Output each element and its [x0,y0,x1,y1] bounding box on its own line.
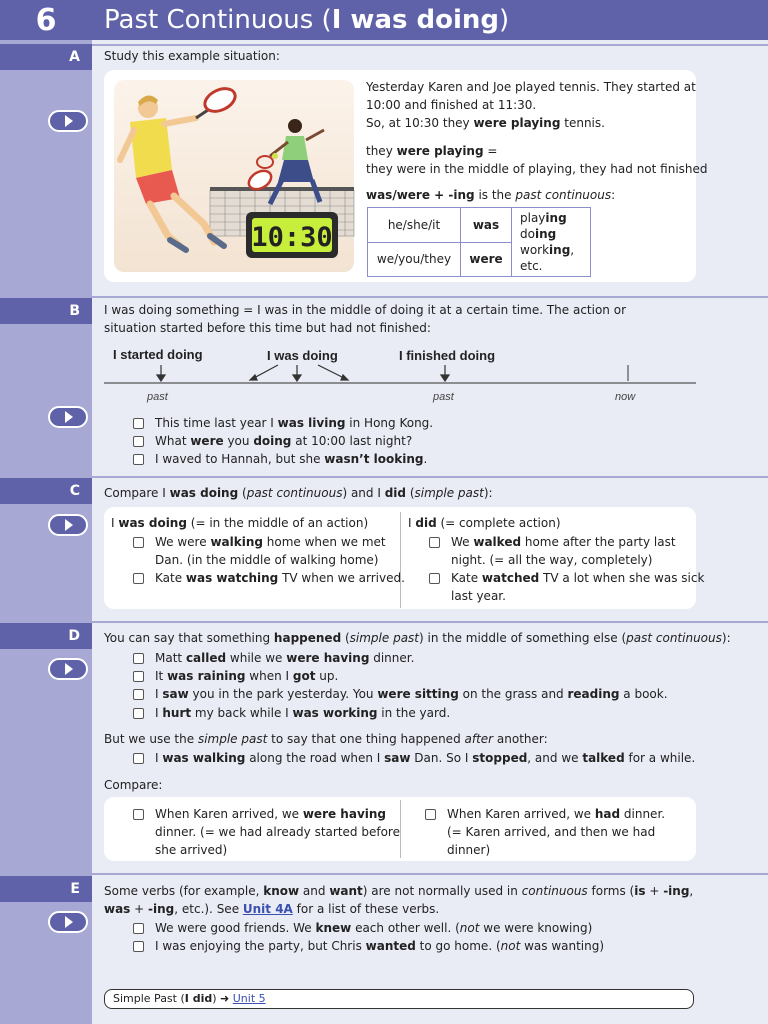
unit-4a-link[interactable]: Unit 4A [242,902,293,916]
e-example-1 [133,919,592,937]
text: We were [155,535,211,549]
b-example-1 [133,414,433,432]
text-bold: saw [384,751,411,765]
text-bold: called [185,651,227,665]
text: while we [226,651,287,665]
c-left-example-1-cont: Dan. (in the middle of walking home) [155,553,379,567]
text: = [483,144,498,158]
text: ( [238,486,247,500]
text: , [689,884,694,898]
d-compare-label: Compare: [104,778,163,792]
text-bold: had [594,807,621,821]
text: ): [721,631,731,645]
text: play [520,211,546,225]
play-icon [65,916,73,928]
c-left-example-1 [133,533,386,551]
text: It [155,669,168,683]
e-line-2 [104,900,439,918]
text: ) [212,992,221,1005]
c-right-example-1-cont: night. (= all the way, completely) [451,553,653,567]
text: ( [406,486,415,500]
section-b-audio-button[interactable] [48,406,88,428]
text: , etc.). See [174,902,243,916]
text-bold: was [104,902,131,916]
text: you in the park yesterday. You [188,687,378,701]
text-bold: want [329,884,363,898]
text: . [423,452,428,466]
text: TV when we arrived. [278,571,405,585]
ing-forms-cell [512,208,591,277]
d-compare-left-cont-1: dinner. (= we had already started before [155,825,400,839]
text-bold: was doing [169,486,239,500]
text-italic: not [459,921,480,935]
verb-were: were [461,242,512,277]
text: to go home. ( [415,939,501,953]
clock-display-text: 10:30 [251,222,333,253]
d-compare-right [425,805,665,823]
text: in the yard. [377,706,451,720]
text: is the [474,188,516,202]
a-line-1: Yesterday Karen and Joe played tennis. They started at [366,80,696,94]
section-c-audio-button[interactable] [48,514,88,536]
d-example-5 [133,749,695,767]
timeline-diagram [100,343,700,405]
subject-we-you-they: we/you/they [368,242,461,277]
text-italic: past continuous [515,188,612,202]
d-compare-right-cont-2: dinner) [447,843,491,857]
text: dinner. [620,807,666,821]
c-left-heading [111,514,368,532]
b-line-2: situation started before this time but had not finished: [104,321,431,335]
text: each other well. ( [351,921,460,935]
section-a-divider [92,44,768,46]
text: You can say that something [104,631,274,645]
section-e-divider [92,873,768,875]
text-italic: past continuous [626,631,722,645]
a-line-2: 10:00 and finished at 11:30. [366,98,537,112]
play-icon [65,411,73,423]
text: ) in the middle of something else ( [419,631,627,645]
text-bold: was watching [185,571,279,585]
label-was-doing: I was doing [267,348,338,363]
text: ): [483,486,493,500]
label-finished-doing: I finished doing [399,348,496,363]
d-example-1 [133,649,414,667]
text: + [130,902,149,916]
text-italic: simple past [414,486,484,500]
text: (= complete action) [436,516,561,530]
text: we were knowing) [479,921,593,935]
text: I [111,516,119,530]
text: dinner. [369,651,415,665]
text: for a while. [624,751,696,765]
text: for a list of these verbs. [292,902,440,916]
text: on the grass and [458,687,568,701]
c-column-divider [400,512,401,608]
text: I [155,687,163,701]
text: Compare I [104,486,170,500]
b-line-1: I was doing something = I was in the middle of doing it at a certain time. The action or [104,303,627,317]
text: Matt [155,651,186,665]
section-a-intro: Study this example situation: [104,49,280,63]
text-bold: -ing [148,902,175,916]
text-bold: were [190,434,224,448]
text: I [155,751,163,765]
text: home when we met [262,535,386,549]
section-d-audio-button[interactable] [48,658,88,680]
text: Kate [155,571,186,585]
title-bold: I was doing [331,5,500,35]
text-bold: is [634,884,646,898]
text: work [520,243,550,257]
text: (= in the middle of an action) [186,516,369,530]
text-bold: did [415,516,437,530]
label-past-2: past [433,391,454,403]
text: This time last year I [155,416,278,430]
past-continuous-table [367,207,591,277]
text: ) are not normally used in [362,884,522,898]
d-compare-left [133,805,386,823]
text: We [451,535,474,549]
title-prefix: Past Continuous ( [104,5,332,35]
d-compare-right-cont-1: (= Karen arrived, and then we had [447,825,656,839]
unit-title [104,3,509,37]
text: TV a lot when she was sick [539,571,705,585]
play-icon [65,519,73,531]
text-italic: past continuous [246,486,343,500]
text-bold: talked [582,751,625,765]
a-line-6 [366,186,615,204]
text-bold: were playing [396,144,484,158]
d-column-divider [400,800,401,858]
a-line-3 [366,114,605,132]
text-bold: watched [481,571,540,585]
text-bold: got [292,669,316,683]
c-left-example-2 [133,569,405,587]
text-bold: wasn’t looking [324,452,424,466]
form-working [520,242,582,274]
form-playing [520,210,582,226]
text: another: [493,732,548,746]
text-bold: were having [302,807,387,821]
d-example-2 [133,667,338,685]
text: do [520,227,535,241]
text: in Hong Kong. [345,416,434,430]
form-doing [520,226,582,242]
b-example-2 [133,432,412,450]
text: , and we [527,751,583,765]
d-intro [104,629,731,647]
text-italic: continuous [521,884,588,898]
text: forms ( [587,884,635,898]
text-bold: was raining [167,669,246,683]
section-a-tab: A [0,44,92,70]
text: ( [341,631,350,645]
b-example-3 [133,450,427,468]
text-bold: was living [277,416,346,430]
d-compare-left-cont-2: she arrived) [155,843,228,857]
tennis-ball [272,153,278,159]
section-c-tab: C [0,478,92,504]
title-suffix: ) [499,5,510,35]
text: Dan. So I [410,751,473,765]
text-bold: know [263,884,300,898]
section-e-tab: E [0,876,92,902]
text-bold: knew [315,921,352,935]
c-right-example-2-cont: last year. [451,589,506,603]
verb-was: was [461,208,512,243]
text: ) and I [342,486,385,500]
c-intro [104,484,493,502]
subject-he-she-it: he/she/it [368,208,461,243]
text-bold: was working [292,706,378,720]
text: So, at 10:30 they [366,116,474,130]
text: Kate [451,571,482,585]
text: I [155,706,163,720]
unit-5-link[interactable]: Unit 5 [232,992,266,1005]
section-d-divider [92,621,768,623]
tennis-illustration [110,74,360,278]
text-italic: simple past [349,631,420,645]
text-bold: walking [210,535,263,549]
text: I waved to Hannah, but she [155,452,325,466]
text-bold: wanted [365,939,416,953]
play-icon [65,663,73,675]
text: But we use the [104,732,198,746]
text: What [155,434,191,448]
a-line-5: they were in the middle of playing, they had not finished [366,162,708,176]
text-bold: -ing [663,884,690,898]
unit-number: 6 [0,0,92,40]
text-italic: simple past [197,732,268,746]
a-line-4 [366,142,497,160]
text: , etc. [520,243,575,273]
text-bold: ing [549,243,571,257]
text-bold: walked [473,535,522,549]
text: When Karen arrived, we [447,807,595,821]
text: I [408,516,416,530]
section-e-audio-button[interactable] [48,911,88,933]
section-b-divider [92,296,768,298]
section-a-audio-button[interactable] [48,110,88,132]
text: a book. [619,687,668,701]
text: to say that one thing happened [267,732,465,746]
text: When Karen arrived, we [155,807,303,821]
label-now: now [615,391,636,403]
arrow-right-icon: ➜ [220,992,230,1005]
text-bold: did [384,486,406,500]
text-bold: ing [545,211,567,225]
text: : [611,188,616,202]
d-example-4 [133,704,450,722]
play-icon [65,115,73,127]
text: was wanting) [520,939,605,953]
label-started-doing: I started doing [113,347,203,362]
text: + [645,884,664,898]
text: We were good friends. We [155,921,316,935]
text-bold: hurt [162,706,192,720]
section-b-tab: B [0,298,92,324]
text: and [299,884,330,898]
e-line-1 [104,882,693,900]
text-italic: after [464,732,494,746]
text: when I [245,669,293,683]
text: I was enjoying the party, but Chris [155,939,366,953]
label-past-1: past [147,391,168,403]
text: Some verbs (for example, [104,884,264,898]
d-but-line [104,730,548,748]
text: my back while I [191,706,293,720]
text-bold: saw [162,687,189,701]
section-d-tab: D [0,623,92,649]
c-right-example-2 [429,569,704,587]
text: along the road when I [245,751,385,765]
text-bold: I did [184,992,213,1005]
section-c-divider [92,476,768,478]
text-bold: was doing [118,516,187,530]
text-bold: were playing [473,116,561,130]
text-bold: ing [534,227,557,241]
text-bold: were having [286,651,370,665]
text-italic: not [500,939,521,953]
e-example-2 [133,937,604,955]
c-right-heading [408,514,561,532]
text: Simple Past ( [113,992,185,1005]
text: tennis. [560,116,605,130]
text-bold: happened [273,631,342,645]
cross-reference-text [113,990,266,1008]
text: they [366,144,397,158]
text-bold: was walking [162,751,246,765]
text: you [223,434,254,448]
text: at 10:00 last night? [291,434,413,448]
text: home after the party last [521,535,676,549]
text-bold: were sitting [377,687,459,701]
left-sidebar [0,0,92,1024]
d-example-3 [133,685,668,703]
text-bold: doing [253,434,292,448]
text-bold: stopped [472,751,528,765]
c-right-example-1 [429,533,676,551]
text: up. [315,669,339,683]
text-bold: reading [567,687,620,701]
text-bold: was/were + -ing [366,188,475,202]
